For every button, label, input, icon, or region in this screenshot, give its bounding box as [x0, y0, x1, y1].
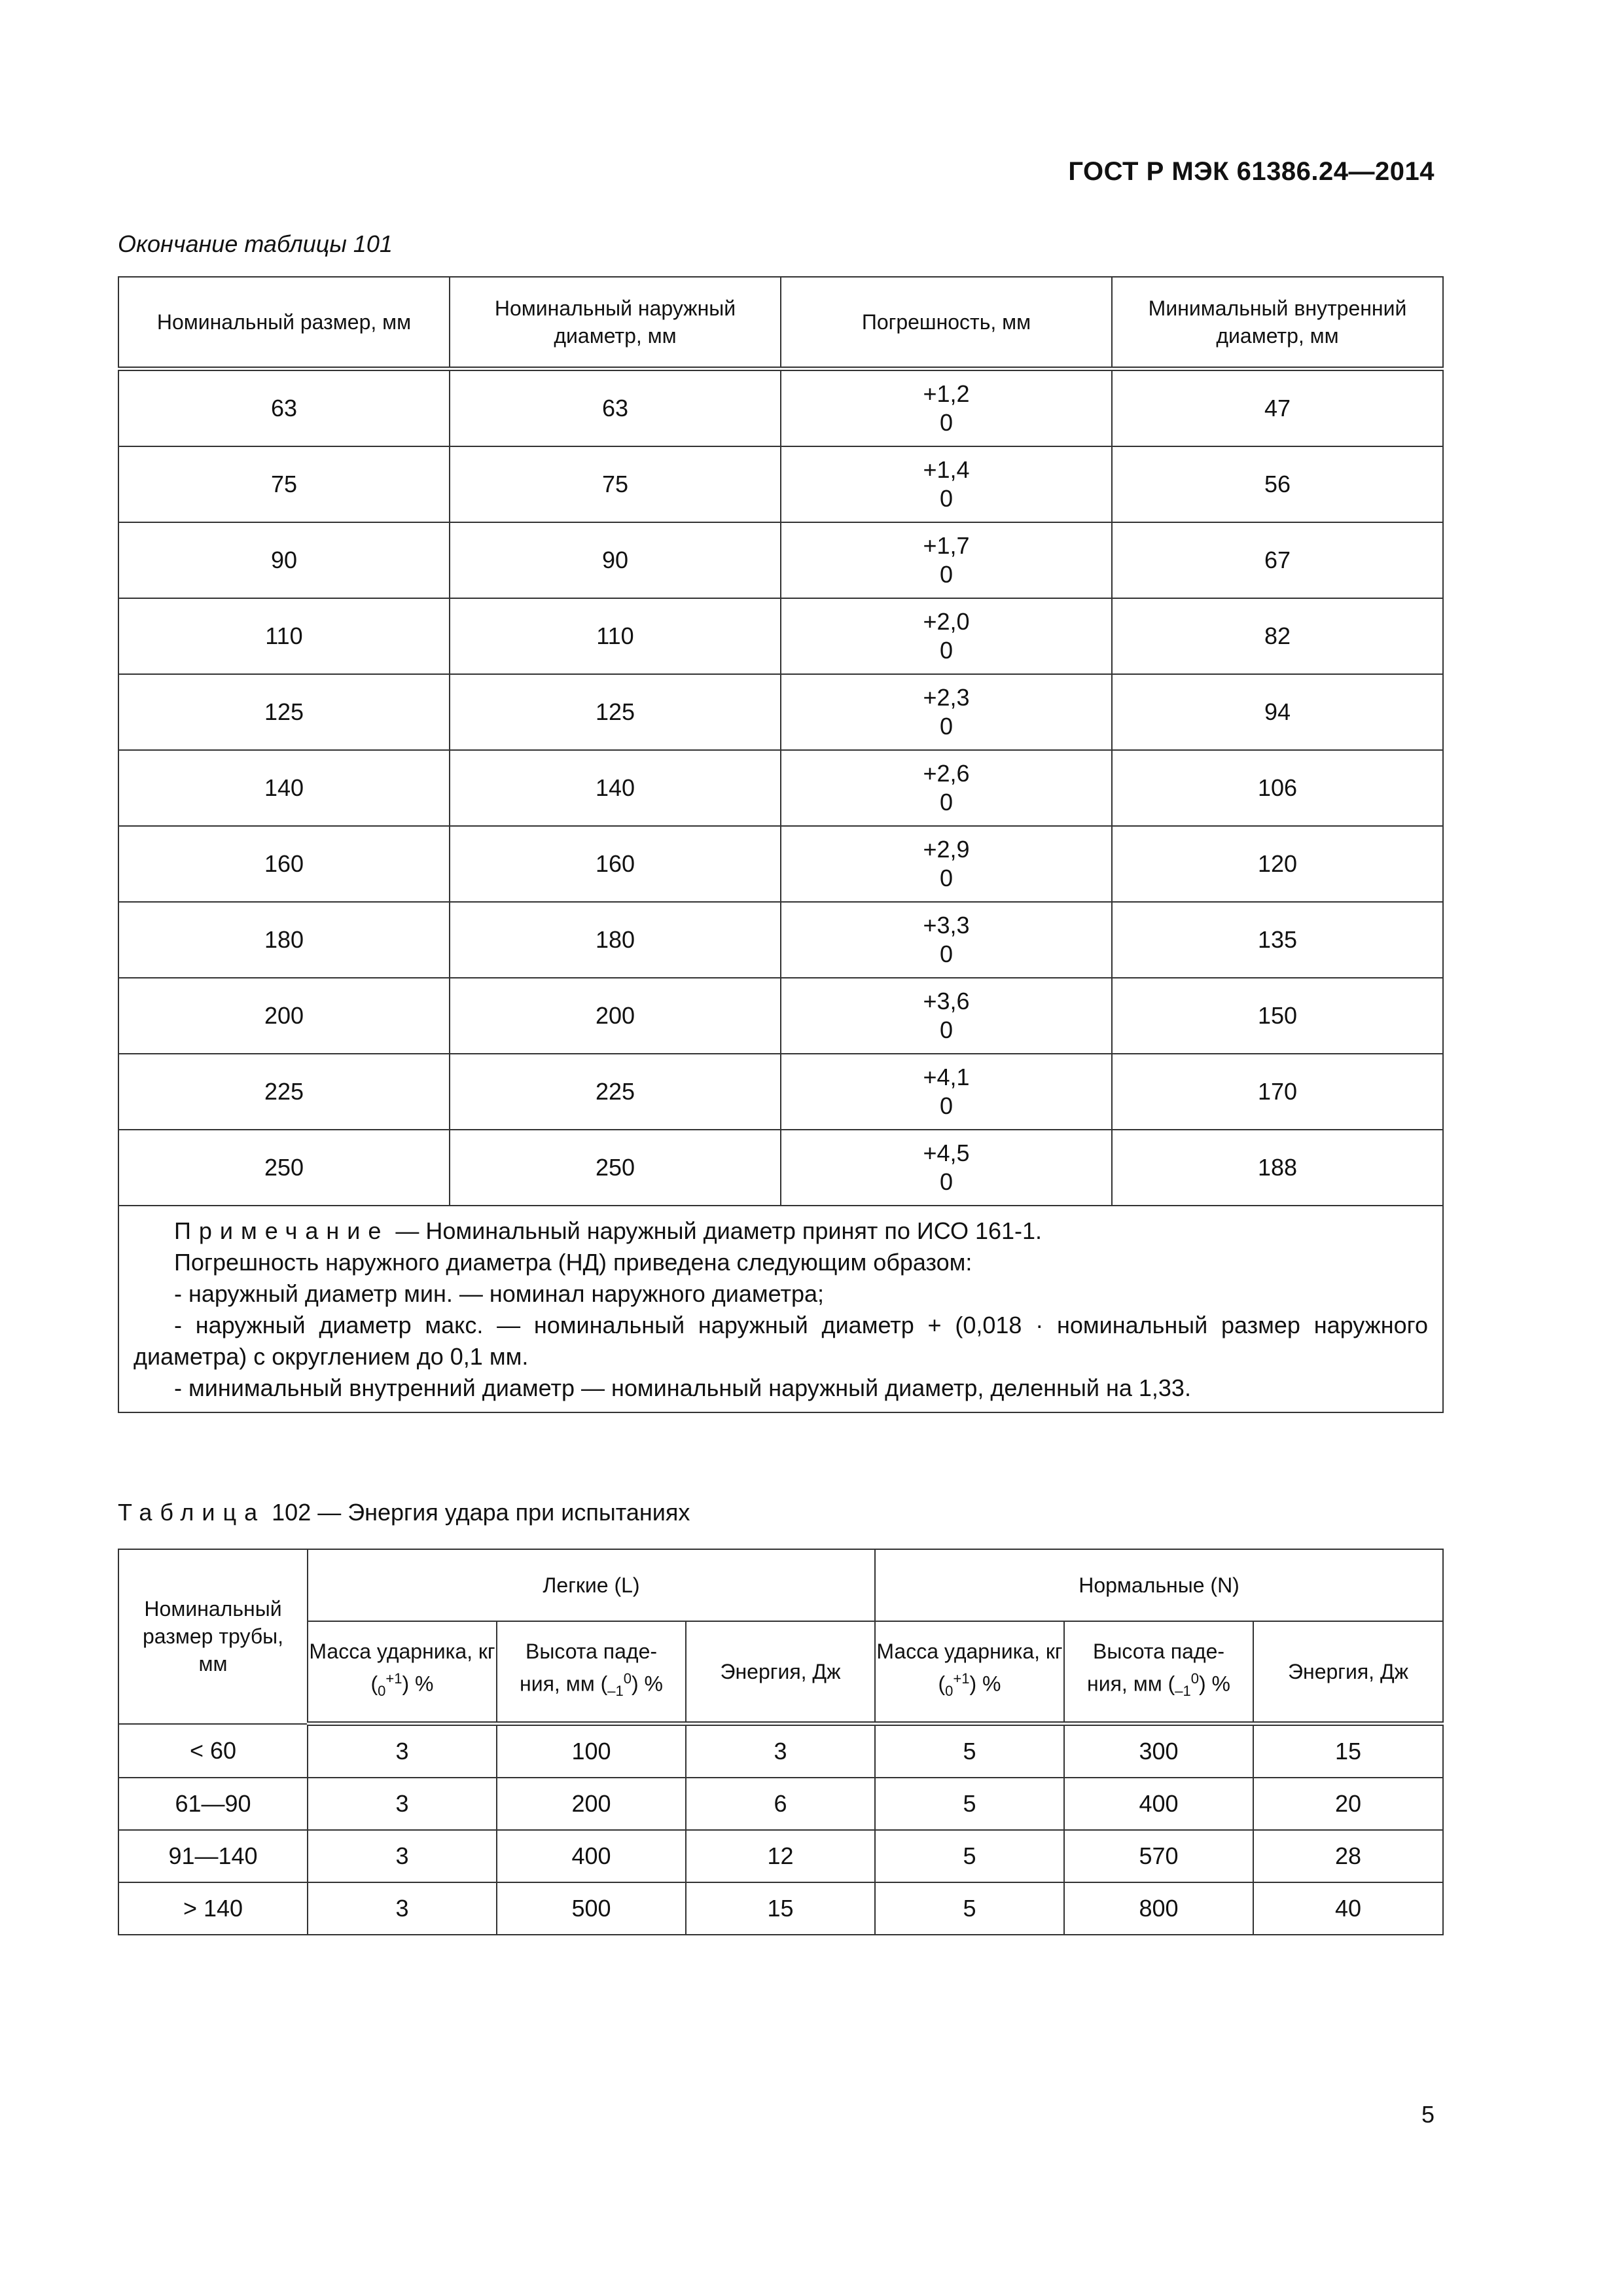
col-tolerance: Погрешность, мм: [781, 277, 1112, 369]
cell-nominal-size: 180: [118, 902, 450, 978]
cell-nominal-size: 140: [118, 750, 450, 826]
col-normal-energy: Энергия, Дж: [1253, 1621, 1443, 1724]
table-102-caption-text: 102 — Энергия удара при испытаниях: [265, 1499, 690, 1526]
tolerance-upper: +4,1: [923, 1064, 970, 1090]
table-row: [118, 902, 1443, 978]
cell-inner-diameter: 94: [1112, 674, 1443, 750]
cell-nominal-size: 90: [118, 522, 450, 598]
cell-normal-height: 300: [1064, 1724, 1253, 1778]
table-row: [118, 1130, 1443, 1206]
cell-tolerance: [781, 446, 1112, 522]
cell-inner-diameter: 82: [1112, 598, 1443, 674]
cell-tolerance: [781, 902, 1112, 978]
cell-normal-mass: 5: [875, 1882, 1064, 1935]
table-row: [118, 750, 1443, 826]
cell-normal-energy: 40: [1253, 1882, 1443, 1935]
cell-nominal-size: 75: [118, 446, 450, 522]
cell-tolerance: [781, 598, 1112, 674]
cell-outer-diameter: 110: [450, 598, 781, 674]
note-line-5: - минимальный внутренний диаметр — номинальный наружный диаметр, деленный на 1,33.: [174, 1374, 1191, 1401]
cell-outer-diameter: 180: [450, 902, 781, 978]
table-102-caption-label: Таблица: [118, 1499, 266, 1526]
cell-inner-diameter: 106: [1112, 750, 1443, 826]
table-101-caption: Окончание таблицы 101: [118, 230, 393, 257]
cell-tolerance: [781, 369, 1112, 447]
cell-nominal-size: 200: [118, 978, 450, 1054]
tolerance-upper: +2,0: [923, 608, 970, 635]
cell-light-height: 100: [497, 1724, 686, 1778]
col-inner-diameter: Минимальный внутренний диаметр, мм: [1112, 277, 1443, 369]
table-row: [118, 674, 1443, 750]
table-row: [118, 446, 1443, 522]
cell-inner-diameter: 188: [1112, 1130, 1443, 1206]
table-row: [118, 1054, 1443, 1130]
cell-outer-diameter: 90: [450, 522, 781, 598]
cell-outer-diameter: 200: [450, 978, 781, 1054]
cell-outer-diameter: 140: [450, 750, 781, 826]
document-header: ГОСТ Р МЭК 61386.24—2014: [1068, 157, 1435, 186]
table-row: [118, 522, 1443, 598]
cell-tolerance: [781, 750, 1112, 826]
tolerance-lower: 0: [939, 713, 953, 740]
cell-nominal-size: 63: [118, 369, 450, 447]
cell-normal-energy: 20: [1253, 1778, 1443, 1830]
cell-nominal-size: 225: [118, 1054, 450, 1130]
tolerance-upper: +1,7: [923, 532, 970, 559]
note-label: Примечание: [174, 1217, 389, 1244]
cell-tolerance: [781, 1130, 1112, 1206]
table-row: [118, 1778, 1443, 1830]
cell-outer-diameter: 125: [450, 674, 781, 750]
cell-light-energy: 15: [686, 1882, 875, 1935]
cell-light-energy: 3: [686, 1724, 875, 1778]
cell-light-energy: 6: [686, 1778, 875, 1830]
cell-pipe-size: < 60: [118, 1724, 308, 1778]
col-normal-height: Высота паде-ния, мм $(_{-1}^0)$ %: [1064, 1621, 1253, 1724]
col-normal-mass: Масса ударника, кг $(_0^{+1})$ %: [875, 1621, 1064, 1724]
tolerance-upper: +3,6: [923, 988, 970, 1014]
cell-normal-height: 570: [1064, 1830, 1253, 1882]
tolerance-lower: 0: [939, 561, 953, 588]
cell-normal-energy: 28: [1253, 1830, 1443, 1882]
cell-inner-diameter: 120: [1112, 826, 1443, 902]
col-nominal-size: Номинальный размер, мм: [118, 277, 450, 369]
cell-light-height: 500: [497, 1882, 686, 1935]
table-row: [118, 1830, 1443, 1882]
cell-nominal-size: 125: [118, 674, 450, 750]
tolerance-upper: +3,3: [923, 912, 970, 939]
cell-tolerance: [781, 1054, 1112, 1130]
col-outer-diameter: Номинальный наружный диаметр, мм: [450, 277, 781, 369]
group-normal: Нормальные (N): [875, 1549, 1443, 1621]
tolerance-lower: 0: [939, 865, 953, 891]
table-101-header-row: [118, 277, 1443, 369]
table-101-note-row: [118, 1206, 1443, 1412]
cell-pipe-size: 61—90: [118, 1778, 308, 1830]
cell-normal-mass: 5: [875, 1830, 1064, 1882]
note-line-2: Погрешность наружного диаметра (НД) приведена следующим образом:: [174, 1249, 972, 1276]
table-102: [118, 1549, 1444, 1935]
tolerance-lower: 0: [939, 485, 953, 512]
tolerance-lower: 0: [939, 1016, 953, 1043]
note-line-4: - наружный диаметр макс. — номинальный наружный диаметр + (0,018 · номинальный размер наружного диаметра) с округлением до 0,1 мм.: [134, 1312, 1428, 1370]
page-number: 5: [1421, 2101, 1435, 2128]
table-102-header-row-2: [118, 1621, 1443, 1724]
tolerance-upper: +4,5: [923, 1139, 970, 1166]
cell-light-mass: 3: [308, 1724, 497, 1778]
cell-nominal-size: 250: [118, 1130, 450, 1206]
cell-inner-diameter: 135: [1112, 902, 1443, 978]
table-row: [118, 1724, 1443, 1778]
cell-light-height: 200: [497, 1778, 686, 1830]
note-line-3: - наружный диаметр мин. — номинал наружного диаметра;: [174, 1280, 825, 1307]
tolerance-upper: +1,4: [923, 456, 970, 483]
cell-light-mass: 3: [308, 1778, 497, 1830]
note-line-1: — Номинальный наружный диаметр принят по ИСО 161-1.: [389, 1217, 1043, 1244]
tolerance-upper: +1,2: [923, 380, 970, 407]
cell-outer-diameter: 75: [450, 446, 781, 522]
tolerance-upper: +2,9: [923, 836, 970, 863]
cell-light-energy: 12: [686, 1830, 875, 1882]
tolerance-upper: +2,6: [923, 760, 970, 787]
table-row: [118, 978, 1443, 1054]
cell-inner-diameter: 67: [1112, 522, 1443, 598]
cell-pipe-size: 91—140: [118, 1830, 308, 1882]
cell-light-mass: 3: [308, 1830, 497, 1882]
cell-normal-mass: 5: [875, 1724, 1064, 1778]
col-light-mass: Масса ударника, кг $(_0^{+1})$ %: [308, 1621, 497, 1724]
tolerance-lower: 0: [939, 941, 953, 967]
table-101-note: [118, 1206, 1443, 1412]
cell-normal-energy: 15: [1253, 1724, 1443, 1778]
cell-pipe-size: > 140: [118, 1882, 308, 1935]
table-101: [118, 276, 1444, 1413]
col-light-height: Высота паде-ния, мм $(_{-1}^0)$ %: [497, 1621, 686, 1724]
tolerance-lower: 0: [939, 409, 953, 436]
tolerance-lower: 0: [939, 637, 953, 664]
cell-tolerance: [781, 674, 1112, 750]
col-pipe-size: Номинальный размер трубы, мм: [118, 1549, 308, 1724]
cell-nominal-size: 160: [118, 826, 450, 902]
cell-normal-height: 400: [1064, 1778, 1253, 1830]
cell-light-mass: 3: [308, 1882, 497, 1935]
tolerance-lower: 0: [939, 789, 953, 816]
table-row: [118, 1882, 1443, 1935]
cell-outer-diameter: 250: [450, 1130, 781, 1206]
cell-inner-diameter: 150: [1112, 978, 1443, 1054]
cell-tolerance: [781, 978, 1112, 1054]
table-row: [118, 826, 1443, 902]
cell-outer-diameter: 63: [450, 369, 781, 447]
cell-normal-height: 800: [1064, 1882, 1253, 1935]
cell-tolerance: [781, 522, 1112, 598]
col-light-energy: Энергия, Дж: [686, 1621, 875, 1724]
cell-inner-diameter: 47: [1112, 369, 1443, 447]
tolerance-upper: +2,3: [923, 684, 970, 711]
tolerance-lower: 0: [939, 1168, 953, 1195]
cell-tolerance: [781, 826, 1112, 902]
cell-light-height: 400: [497, 1830, 686, 1882]
tolerance-lower: 0: [939, 1092, 953, 1119]
table-row: [118, 598, 1443, 674]
cell-outer-diameter: 225: [450, 1054, 781, 1130]
table-102-header-row-1: [118, 1549, 1443, 1621]
cell-inner-diameter: 56: [1112, 446, 1443, 522]
table-102-caption: [118, 1499, 690, 1526]
table-row: [118, 369, 1443, 447]
group-light: Легкие (L): [308, 1549, 875, 1621]
cell-normal-mass: 5: [875, 1778, 1064, 1830]
cell-inner-diameter: 170: [1112, 1054, 1443, 1130]
cell-outer-diameter: 160: [450, 826, 781, 902]
cell-nominal-size: 110: [118, 598, 450, 674]
